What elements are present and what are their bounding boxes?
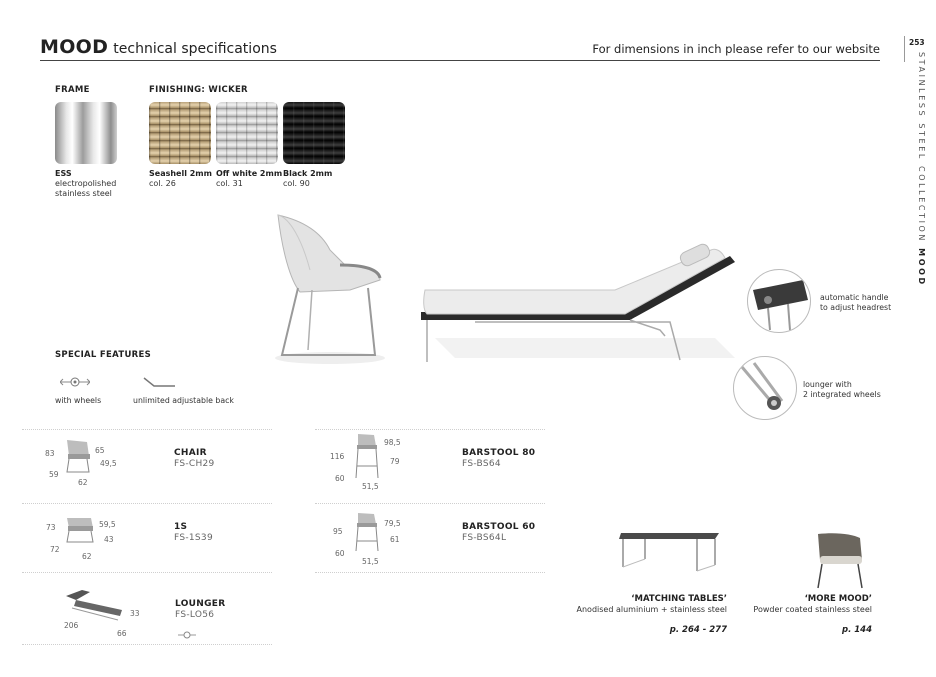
1s-thumbnail: [63, 516, 97, 544]
product-code: FS-LO56: [175, 610, 215, 620]
lounger-thumbnail: [62, 586, 128, 624]
swatch-seashell: [149, 102, 211, 164]
dim-label: 206: [64, 621, 79, 630]
related-title: ‘MATCHING TABLES’: [631, 594, 727, 604]
product-name: BARSTOOL 80: [462, 448, 536, 458]
dim-label: 62: [82, 552, 92, 561]
section-divider: [315, 503, 545, 504]
dim-label: 33: [130, 609, 140, 618]
dim-label: 43: [104, 535, 114, 544]
dim-label: 98,5: [384, 438, 401, 447]
side-label-text: STAINLESS STEEL COLLECTION: [917, 52, 926, 249]
frame-swatch: [55, 102, 117, 164]
barstool-80-thumbnail: [352, 432, 382, 480]
wheels-detail-circle: [733, 356, 797, 420]
swatch-col: col. 90: [283, 179, 310, 188]
feature-label-back: unlimited adjustable back: [133, 396, 234, 405]
dim-label: 116: [330, 452, 345, 461]
headrest-callout-1: automatic handle: [820, 293, 889, 302]
headrest-detail-circle: [747, 269, 811, 333]
product-code: FS-1S39: [174, 533, 213, 543]
matching-table-image: [615, 527, 725, 579]
dim-label: 72: [50, 545, 60, 554]
frame-desc-2: stainless steel: [55, 189, 112, 198]
product-code: FS-BS64L: [462, 533, 507, 543]
product-name: CHAIR: [174, 448, 207, 458]
related-subtitle: Anodised aluminium + stainless steel: [576, 605, 727, 614]
section-divider: [315, 572, 545, 573]
wheels-callout-1: lounger with: [803, 380, 852, 389]
product-code: FS-BS64: [462, 459, 501, 469]
side-collection-label: [917, 52, 926, 287]
dim-label: 60: [335, 474, 345, 483]
more-mood-chair-image: [810, 530, 870, 590]
dim-label: 79,5: [384, 519, 401, 528]
dim-label: 95: [333, 527, 343, 536]
swatch-name: Off white 2mm: [216, 169, 283, 178]
title-text: technical specifications: [113, 41, 277, 57]
swatch-name: Seashell 2mm: [149, 169, 212, 178]
dim-label: 79: [390, 457, 400, 466]
related-subtitle: Powder coated stainless steel: [753, 605, 872, 614]
section-divider: [22, 644, 272, 645]
dim-label: 59,5: [99, 520, 116, 529]
page-number-rule: [904, 36, 905, 62]
barstool-60-thumbnail: [352, 511, 382, 553]
related-page-link[interactable]: p. 264 - 277: [669, 625, 727, 635]
side-label-bold: MOOD: [917, 248, 926, 287]
dim-label: 66: [117, 629, 127, 638]
lounger-illustration: [415, 240, 745, 370]
special-features-heading: SPECIAL FEATURES: [55, 350, 152, 360]
chair-thumbnail: [63, 438, 93, 474]
chair-illustration: [250, 210, 390, 365]
dimensions-note: For dimensions in inch please refer to our website: [592, 42, 880, 56]
dim-label: 51,5: [362, 557, 379, 566]
swatch-col: col. 26: [149, 179, 176, 188]
wheels-callout-2: 2 integrated wheels: [803, 390, 881, 399]
dim-label: 60: [335, 549, 345, 558]
section-divider: [22, 429, 272, 430]
page-title: [40, 36, 277, 58]
section-divider: [22, 572, 272, 573]
dim-label: 59: [49, 470, 59, 479]
wheel-icon: [178, 630, 196, 640]
header-divider: [40, 60, 880, 61]
feature-label-wheels: with wheels: [55, 396, 102, 405]
swatch-off-white: [216, 102, 278, 164]
dim-label: 65: [95, 446, 105, 455]
product-code: FS-CH29: [174, 459, 215, 469]
section-divider: [22, 503, 272, 504]
related-title: ‘MORE MOOD’: [804, 594, 872, 604]
dim-label: 49,5: [100, 459, 117, 468]
related-page-link[interactable]: p. 144: [841, 625, 872, 635]
headrest-callout-2: to adjust headrest: [820, 303, 892, 312]
dim-label: 61: [390, 535, 400, 544]
product-name: LOUNGER: [175, 599, 226, 609]
wheel-icon: [60, 376, 90, 388]
dim-label: 62: [78, 478, 88, 487]
frame-heading: FRAME: [55, 85, 90, 95]
page-number: 253: [909, 38, 925, 47]
swatch-name: Black 2mm: [283, 169, 333, 178]
swatch-col: col. 31: [216, 179, 243, 188]
swatch-black: [283, 102, 345, 164]
brand-name: MOOD: [40, 36, 109, 58]
dim-label: 73: [46, 523, 56, 532]
dim-label: 51,5: [362, 482, 379, 491]
finishing-heading: FINISHING: WICKER: [149, 85, 248, 95]
frame-name: ESS: [55, 169, 72, 178]
product-name: BARSTOOL 60: [462, 522, 536, 532]
adjustable-back-icon: [142, 376, 176, 390]
dim-label: 83: [45, 449, 55, 458]
frame-desc-1: electropolished: [55, 179, 117, 188]
product-name: 1S: [174, 522, 188, 532]
section-divider: [315, 429, 545, 430]
